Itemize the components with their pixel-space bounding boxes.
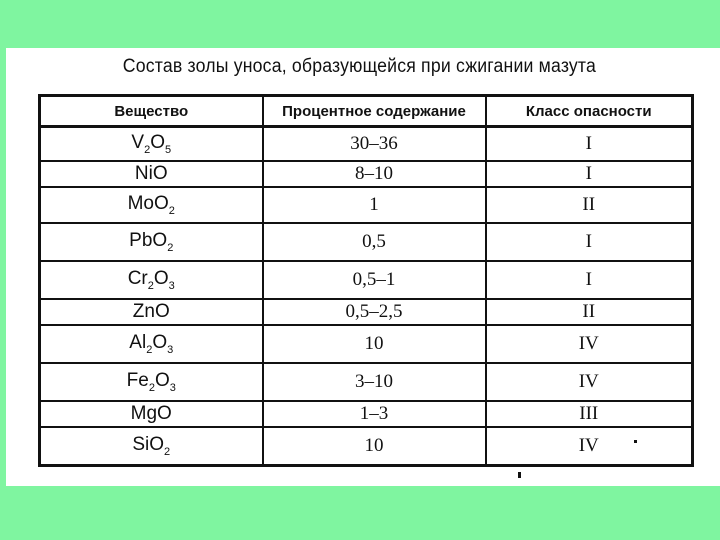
document-page <box>6 48 720 486</box>
percent-cell: 3–10 <box>263 363 486 401</box>
formula-element: MgO <box>130 403 172 424</box>
formula-element: Fe <box>126 370 149 392</box>
substance-cell <box>40 299 263 325</box>
class-cell: II <box>486 299 693 325</box>
formula-element: ZnO <box>132 301 170 322</box>
formula-element: PbO <box>129 230 168 252</box>
formula-subscript: 3 <box>168 279 175 292</box>
composition-table <box>38 94 694 467</box>
formula-subscript: 3 <box>169 381 176 394</box>
formula-element: NiO <box>134 163 168 184</box>
header-percent: Процентное содержание <box>263 96 486 127</box>
substance-cell <box>40 427 263 466</box>
table-row <box>40 427 693 466</box>
header-row <box>40 96 693 127</box>
formula-element: O <box>150 132 165 154</box>
formula-element: Al <box>129 332 147 354</box>
formula-element: SiO <box>132 434 165 456</box>
class-cell: IV <box>486 363 693 401</box>
table-row <box>40 299 693 325</box>
table-row <box>40 261 693 299</box>
percent-cell: 30–36 <box>263 127 486 162</box>
table-row <box>40 223 693 261</box>
class-cell: III <box>486 401 693 427</box>
formula-subscript: 2 <box>144 143 151 156</box>
table-row <box>40 363 693 401</box>
class-cell: I <box>486 223 693 261</box>
percent-cell: 0,5 <box>263 223 486 261</box>
header-hazard-class: Класс опасности <box>486 96 693 127</box>
class-cell: I <box>486 161 693 187</box>
percent-cell: 8–10 <box>263 161 486 187</box>
formula-subscript: 2 <box>168 204 175 217</box>
formula-element: O <box>153 268 169 290</box>
table-row <box>40 161 693 187</box>
formula-subscript: 2 <box>167 241 174 254</box>
class-cell: IV <box>486 427 693 466</box>
scan-speck <box>518 472 521 478</box>
table-row <box>40 187 693 223</box>
percent-cell: 1–3 <box>263 401 486 427</box>
substance-cell <box>40 127 263 162</box>
percent-cell: 10 <box>263 427 486 466</box>
percent-cell: 0,5–1 <box>263 261 486 299</box>
table-row <box>40 401 693 427</box>
formula-subscript: 2 <box>148 381 155 394</box>
formula-subscript: 3 <box>167 343 174 356</box>
formula-element: O <box>152 332 168 354</box>
table-title: Состав золы уноса, образующейся при сжигании мазута <box>122 56 597 77</box>
formula-subscript: 5 <box>164 143 172 156</box>
substance-cell <box>40 161 263 187</box>
formula-subscript: 2 <box>146 343 153 356</box>
percent-cell: 1 <box>263 187 486 223</box>
class-cell: IV <box>486 325 693 363</box>
substance-cell <box>40 325 263 363</box>
class-cell: I <box>486 127 693 162</box>
percent-cell: 0,5–2,5 <box>263 299 486 325</box>
class-cell: I <box>486 261 693 299</box>
formula-element: V <box>131 132 145 154</box>
header-substance: Вещество <box>40 96 263 127</box>
scan-speck <box>634 440 637 443</box>
scan-speck <box>480 464 483 467</box>
substance-cell <box>40 223 263 261</box>
substance-cell <box>40 187 263 223</box>
class-cell: II <box>486 187 693 223</box>
substance-cell <box>40 363 263 401</box>
substance-cell <box>40 261 263 299</box>
percent-cell: 10 <box>263 325 486 363</box>
formula-subscript: 2 <box>164 445 171 458</box>
substance-cell <box>40 401 263 427</box>
formula-element: Cr <box>127 268 148 290</box>
formula-subscript: 2 <box>147 279 154 292</box>
formula-element: O <box>154 370 170 392</box>
formula-element: MoO <box>127 193 169 215</box>
table-row <box>40 127 693 162</box>
table-row <box>40 325 693 363</box>
